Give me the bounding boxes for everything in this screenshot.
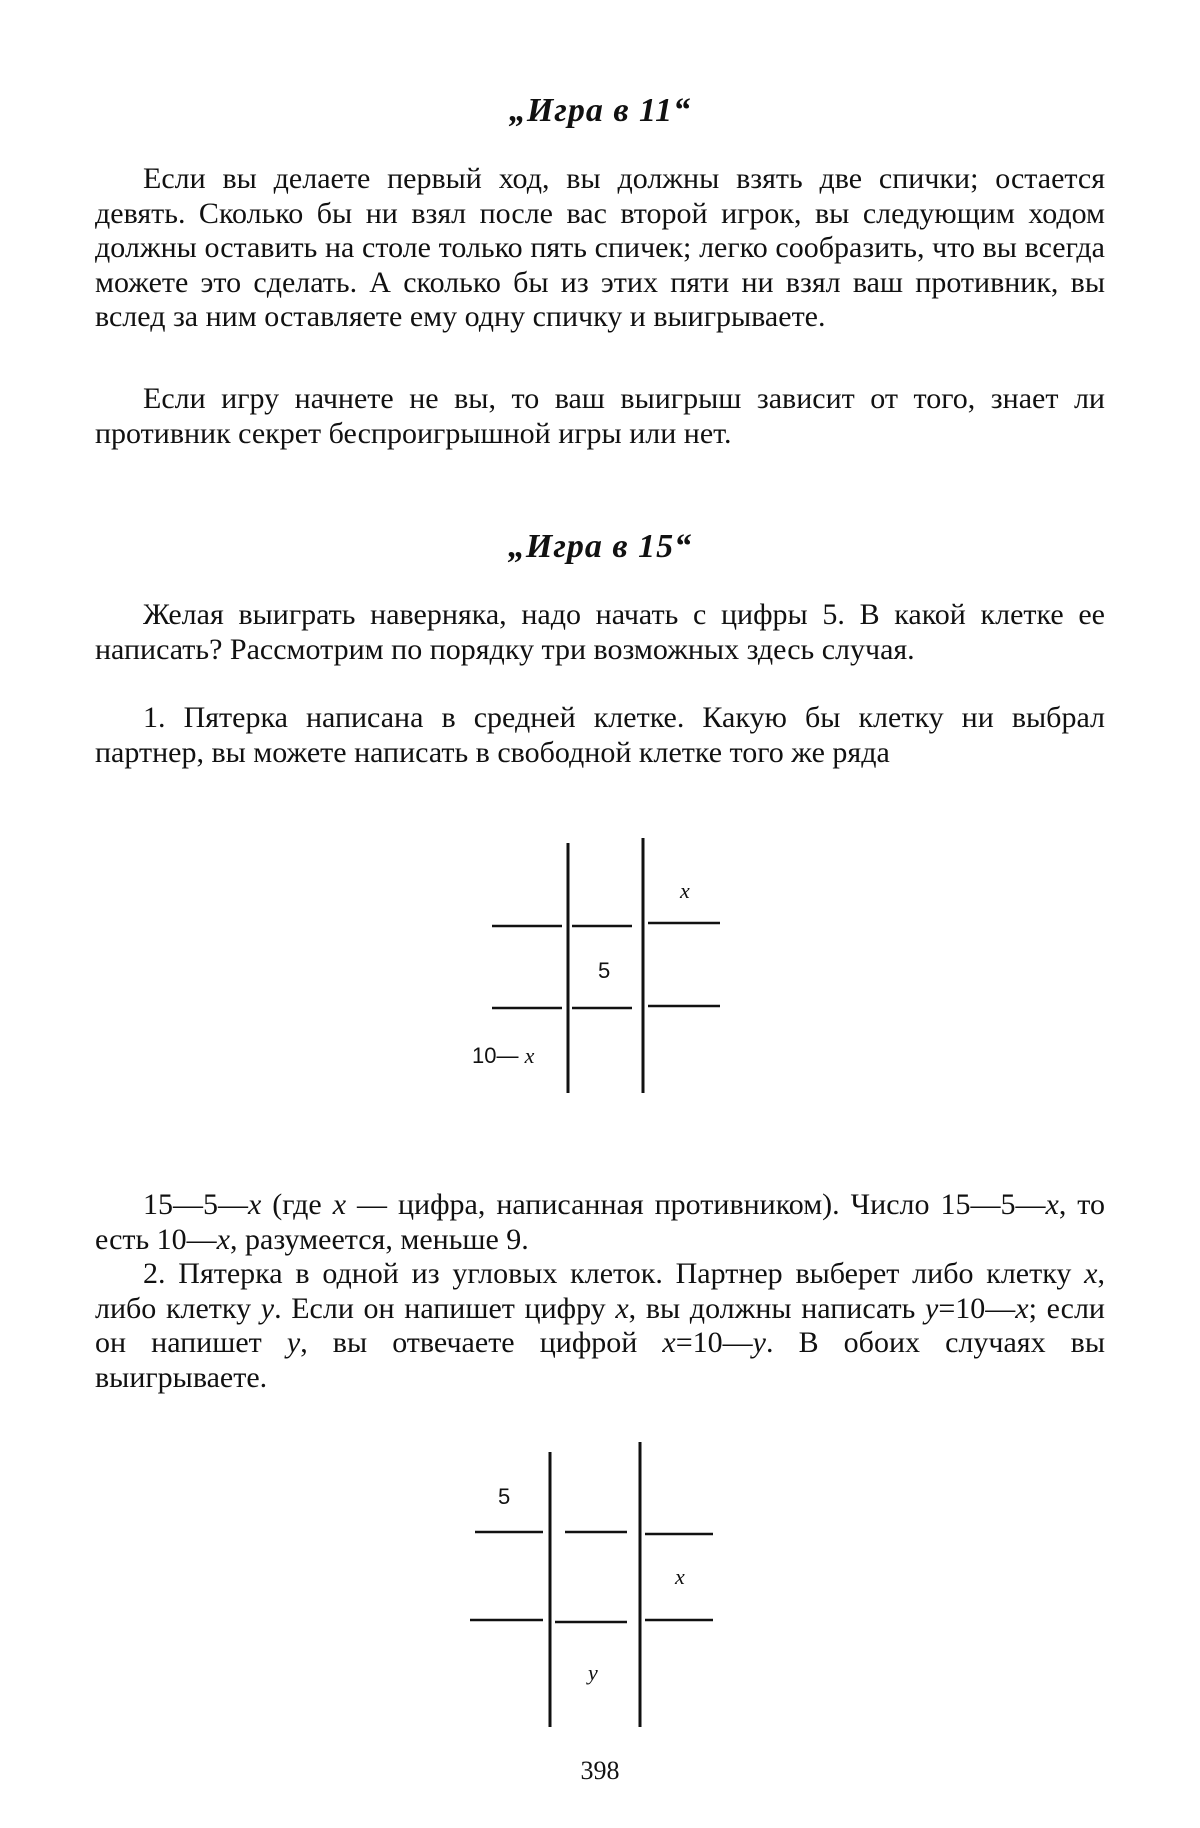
variable-x: x [248, 1188, 262, 1221]
variable-y: y [286, 1326, 301, 1359]
text-run: , либо клетку [95, 1257, 1105, 1325]
paragraph-game-15-intro: Желая выиграть наверняка, надо начать с цифры 5. В какой клетке ее написать? Рассмотрим по порядку три возможных здесь случая. [95, 598, 1105, 666]
text-run: , вы должны написать [628, 1291, 926, 1325]
text-run: . Если он напишет цифру [274, 1291, 616, 1325]
paragraph-game-11-second-player: Если игру начнете не вы, то ваш выигрыш зависит от того, знает ли противник секрет беспроигрышной игры или нет. [95, 382, 1105, 450]
text-run: . В обоих случаях вы выигрываете. [95, 1326, 1105, 1394]
text-run: , разумеется, меньше 9. [230, 1222, 529, 1256]
text-run: =10— [675, 1326, 753, 1359]
tic-tac-toe-grid-1 [472, 838, 740, 1098]
text-run: (где [261, 1188, 333, 1221]
page-number: 398 [580, 1756, 620, 1785]
grid-1-cell-center: 5 [598, 958, 611, 983]
paragraph-case-1-explanation [95, 1188, 1105, 1257]
grid-2-cell-bottom-center: y [588, 1660, 598, 1685]
grid-2-cell-middle-right: x [675, 1564, 685, 1589]
text-run: 2. Пятерка в одной из угловых клеток. Партнер выберет либо клетку [143, 1257, 1085, 1290]
text-run: =10— [938, 1291, 1016, 1325]
variable-y: y [752, 1326, 766, 1359]
paragraph-game-11-first-move: Если вы делаете первый ход, вы должны взять две спички; остается девять. Сколько бы ни взял после вас второй игрок, вы следующим ходом должны оставить на столе только пять спичек; легко сообразить, что вы всегда можете это сделать. А сколько бы из этих пяти ни взял ваш противник, вы вслед за ним оставляете ему одну спичку и выигрываете. [95, 162, 1105, 333]
heading-game-15: „Игра в 15“ [507, 528, 693, 565]
grid-1-cell-top-right: x [680, 878, 690, 903]
paragraph-case-1: 1. Пятерка написана в средней клетке. Какую бы клетку ни выбрал партнер, вы можете написать в свободной клетке того же ряда [95, 701, 1105, 769]
variable-x: x [1015, 1291, 1029, 1325]
variable-x: x [615, 1291, 629, 1325]
grid-1-bottom-left-variable: x [524, 1043, 535, 1068]
variable-x: x [662, 1326, 676, 1359]
heading-game-11: „Игра в 11“ [508, 92, 692, 129]
variable-x: x [1045, 1188, 1059, 1221]
text-run: ; если он напишет [95, 1291, 1105, 1359]
tic-tac-toe-grid-2 [465, 1442, 725, 1732]
grid-1-cell-bottom-left [472, 1043, 534, 1069]
variable-y: y [925, 1291, 939, 1325]
text-run: — цифра, написанная противником). Число 15—5— [346, 1188, 1046, 1221]
text-run: , то есть 10— [95, 1188, 1106, 1256]
text-run: 15—5— [143, 1188, 248, 1221]
variable-x: x [216, 1222, 230, 1256]
variable-y: y [260, 1291, 275, 1325]
variable-x: x [1084, 1257, 1098, 1290]
paragraph-case-2 [95, 1257, 1105, 1395]
variable-x: x [332, 1188, 347, 1221]
grid-1-bottom-left-number: 10— [472, 1043, 519, 1068]
text-run: , вы отвечаете цифрой [300, 1326, 663, 1359]
grid-2-cell-top-left: 5 [498, 1484, 511, 1509]
